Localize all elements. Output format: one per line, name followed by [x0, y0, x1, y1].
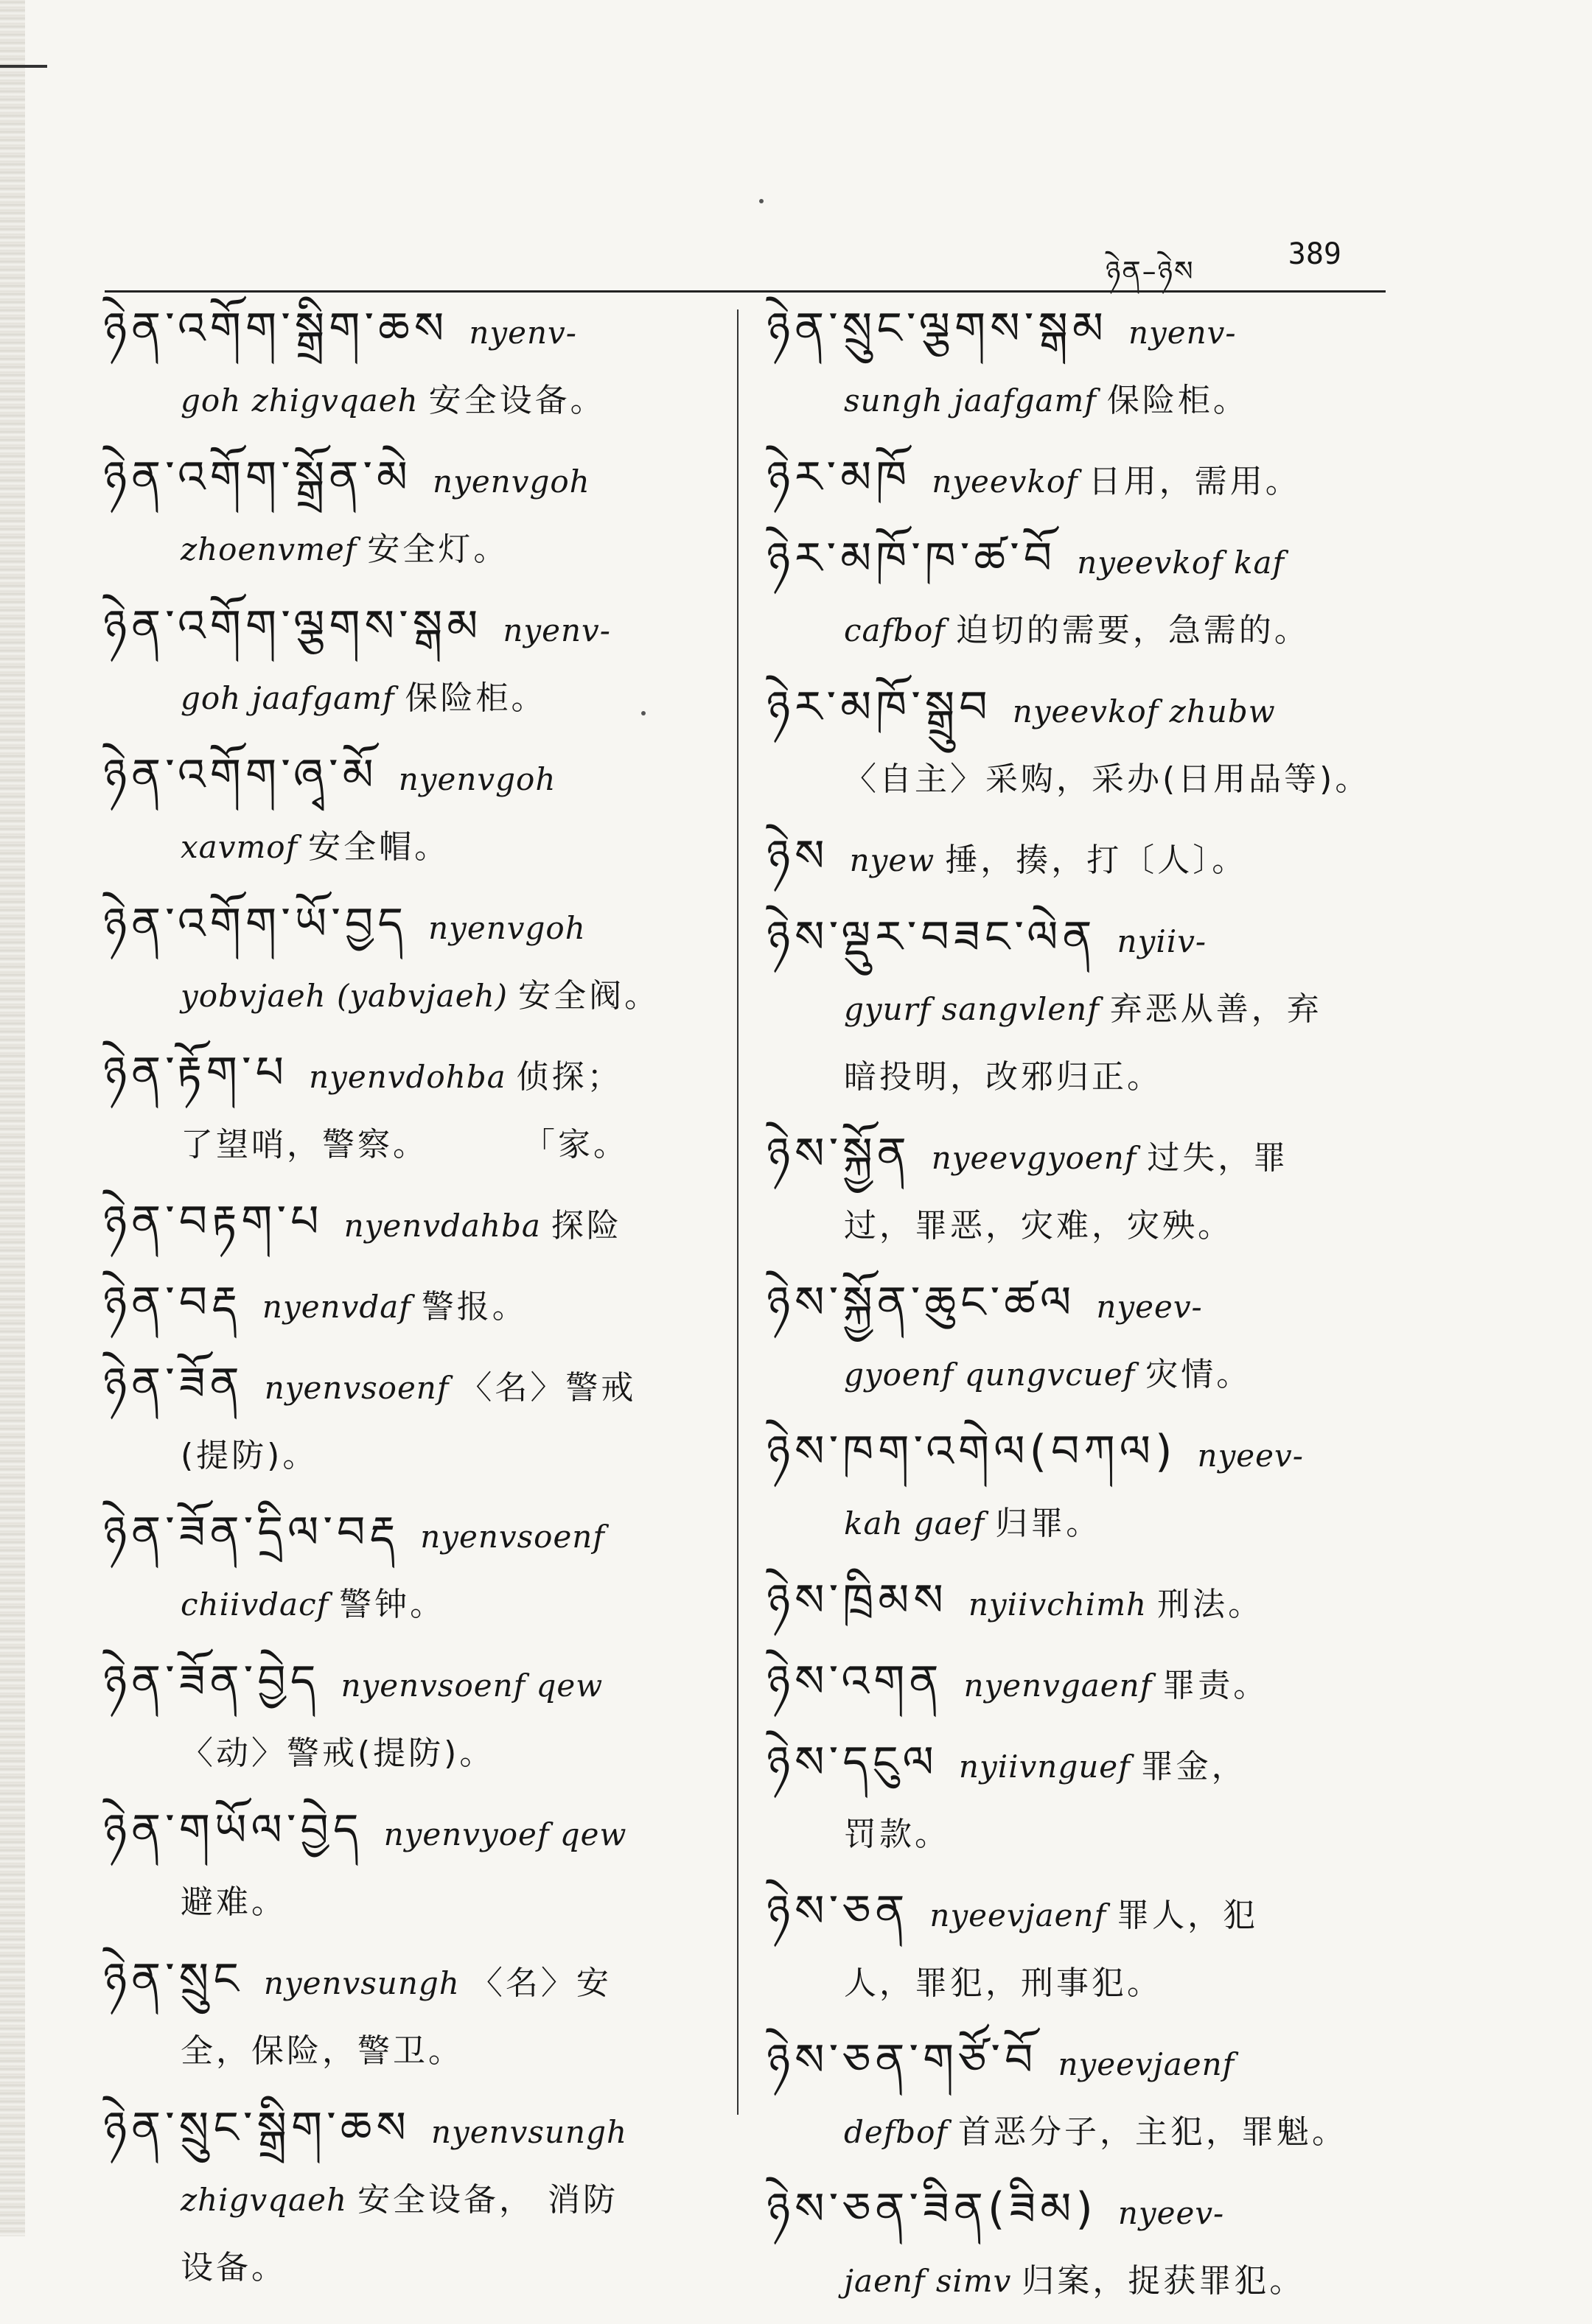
romanization-cont: cafbof: [844, 612, 946, 648]
headword: ཉེས་ཅན་གཙོ་བོ: [767, 2034, 1038, 2086]
dictionary-entry: [767, 1877, 1393, 2017]
dictionary-entry: [103, 890, 715, 1030]
headword: ཉེན་རྟོག་པ: [103, 1047, 289, 1099]
romanization: nyenvgoh: [398, 761, 556, 797]
definition: 安全设备。: [428, 382, 606, 419]
definition: 迫切的需要，急需的。: [955, 612, 1310, 649]
definition-cont: 过，罪恶，灾难，灾殃。: [844, 1207, 1233, 1245]
romanization-cont: zhigvqaeh: [181, 2182, 348, 2218]
headword: ཉེར་མཁོ: [767, 452, 912, 503]
romanization: nyenvdahba: [343, 1208, 541, 1244]
dictionary-entry: [767, 444, 1393, 516]
romanization-cont: sungh jaafgamf: [844, 382, 1097, 419]
definition: 日用，需用。: [1088, 463, 1301, 500]
print-speck: [641, 711, 646, 715]
definition-tail: 暗投明，改邪归正。: [844, 1058, 1162, 1096]
romanization: nyeev-: [1197, 1438, 1304, 1474]
definition-cont: 了望哨，警察。: [181, 1126, 428, 1163]
headword: ཉེན་འགོག་སྒྲིག་ཆས: [103, 303, 449, 354]
romanization: nyeev-: [1096, 1289, 1203, 1325]
dictionary-entry: [103, 1269, 715, 1341]
headword: ཉེས་ཁག་འགེལ(བཀལ): [767, 1426, 1177, 1477]
definition: 安全灯。: [367, 531, 509, 568]
running-head: ཉེན–ཉེས: [1106, 255, 1195, 287]
definition-cont: 避难。: [181, 1883, 287, 1921]
dictionary-entry: [767, 1269, 1393, 1409]
definition: 罪金，: [1140, 1748, 1247, 1785]
dictionary-entry: [767, 1567, 1393, 1639]
definition: 保险柜。: [1106, 382, 1249, 419]
definition: 捶，揍，打〔人〕。: [945, 841, 1248, 879]
romanization: nyenvsungh: [263, 1965, 460, 2001]
headword: ཉེས་སྐྱོན: [767, 1128, 911, 1180]
definition: 安全设备， 消防: [357, 2181, 619, 2219]
dictionary-entry: [767, 2026, 1393, 2166]
romanization: nyenvyoef qew: [383, 1816, 627, 1852]
dictionary-entry: [103, 1945, 715, 2085]
headword: ཉེན་ཟོན་བྱེད: [103, 1656, 321, 1707]
definition: 警钟。: [339, 1586, 446, 1623]
dictionary-entry: [767, 525, 1393, 665]
romanization-cont: gyurf sangvlenf: [844, 991, 1100, 1027]
definition-cont: (提防)。: [181, 1437, 318, 1474]
headword: ཉེན་བརྡ: [103, 1277, 242, 1329]
dictionary-entry: [767, 822, 1393, 895]
header-rule: [105, 290, 1386, 293]
headword: ཉེར་མཁོ་ཁ་ཚ་བོ: [767, 533, 1057, 584]
headword: ཉེན་ཟོན་དྲིལ་བརྡ: [103, 1507, 400, 1558]
romanization: nyenvdohba: [309, 1059, 506, 1095]
romanization-cont: jaenf simv: [844, 2263, 1012, 2299]
headword: ཉེན་སྲུང་སྒྲིག་ཆས: [103, 2102, 411, 2154]
print-speck: [759, 199, 764, 203]
romanization-cont: xavmof: [181, 829, 298, 865]
headword: ཉེས་དངུལ: [767, 1737, 938, 1788]
romanization: nyenvdaf: [262, 1289, 411, 1325]
dictionary-entry: [103, 1350, 715, 1490]
dictionary-entry: [103, 1188, 715, 1260]
dictionary-entry: [103, 592, 715, 732]
definition-tail: 「家。: [539, 1126, 629, 1163]
headword: ཉེས་ཁྲིམས: [767, 1575, 948, 1626]
romanization-cont: goh zhigvqaeh: [181, 382, 419, 419]
definition: 警报。: [421, 1288, 528, 1326]
headword: ཉེར་མཁོ་སྒྲུབ: [767, 682, 992, 733]
headword: ཉེན་འགོག་སྒྲོན་མེ: [103, 452, 413, 503]
romanization: nyenvsungh: [431, 2114, 627, 2150]
romanization: nyeevkof zhubw: [1012, 693, 1276, 729]
romanization: nyenvgaenf: [963, 1667, 1153, 1704]
headword: ཉེས་ཅན་ཟིན(ཟིམ): [767, 2183, 1097, 2235]
right-column: [767, 295, 1393, 2324]
headword: ཉེན་འགོག་ལྕགས་སྒམ: [103, 601, 483, 652]
dictionary-entry: [767, 2175, 1393, 2315]
romanization: nyeev-: [1117, 2195, 1225, 2231]
romanization: nyenvgoh: [428, 910, 586, 946]
definition: 保险柜。: [405, 679, 547, 717]
definition-cont: 全，保险，警卫。: [181, 2032, 464, 2070]
headword: ཉེན་ཟོན: [103, 1358, 244, 1410]
romanization: nyenv-: [469, 315, 577, 351]
dictionary-entry: [767, 1418, 1393, 1558]
romanization-cont: chiivdacf: [181, 1586, 329, 1623]
dictionary-entry: [103, 444, 715, 584]
definition-cont: 罚款。: [844, 1816, 950, 1853]
headword: ཉེས་འགན: [767, 1656, 943, 1707]
headword: ཉེས་སྐྱོན་ཆུང་ཚལ: [767, 1277, 1076, 1329]
romanization: nyenvsoenf: [420, 1519, 605, 1555]
dictionary-entry: [103, 1039, 715, 1179]
definition: 过失，罪: [1147, 1139, 1289, 1177]
headword: ཉེན་གཡོལ་བྱེད: [103, 1805, 363, 1856]
romanization-cont: goh jaafgamf: [181, 680, 395, 716]
left-column: [103, 295, 715, 2311]
romanization-cont: gyoenf qungvcuef: [844, 1357, 1136, 1393]
definition-tail: 设备。: [181, 2249, 287, 2286]
headword: ཉེན་འགོག་ཞྭ་མོ: [103, 749, 378, 801]
definition: 刑法。: [1157, 1586, 1264, 1623]
column-divider: [737, 309, 739, 2115]
headword: ཉེས་ལྡུར་བཟང་ལེན: [767, 911, 1097, 963]
romanization-cont: defbof: [844, 2114, 949, 2150]
dictionary-entry: [767, 1648, 1393, 1720]
definition: 侦探；: [516, 1058, 623, 1096]
headword: ཉེས: [767, 830, 829, 882]
definition: 安全阀。: [518, 977, 660, 1015]
headword: ཉེན་བརྟག་པ: [103, 1196, 324, 1247]
definition: 罪责。: [1162, 1667, 1269, 1704]
romanization: nyiiv-: [1117, 923, 1207, 959]
romanization: nyeevjaenf: [1058, 2046, 1235, 2082]
definition-cont: 〈自主〉采购，采办(日用品等)。: [844, 760, 1371, 798]
definition: 首恶分子，主犯，罪魁。: [958, 2113, 1348, 2151]
dictionary-entry: [103, 2094, 715, 2302]
definition: 归罪。: [995, 1505, 1102, 1542]
romanization-cont: yobvjaeh (yabvjaeh): [181, 978, 509, 1014]
romanization: nyenvsoenf qew: [341, 1667, 604, 1704]
romanization: nyeevkof kaf: [1077, 545, 1285, 581]
romanization: nyew: [849, 842, 935, 878]
definition-cont: 人，罪犯，刑事犯。: [844, 1964, 1162, 2002]
romanization: nyiivnguef: [958, 1749, 1131, 1785]
dictionary-entry: [767, 903, 1393, 1111]
romanization: nyeevjaenf: [929, 1897, 1107, 1933]
dictionary-entry: [103, 1796, 715, 1936]
romanization-cont: zhoenvmef: [181, 531, 357, 567]
definition: 探险: [551, 1207, 622, 1245]
definition: 〈名〉警戒: [459, 1369, 637, 1407]
romanization: nyiivchimh: [968, 1586, 1148, 1623]
definition: 罪人，犯: [1117, 1897, 1259, 1934]
dictionary-entry: [767, 673, 1393, 813]
dictionary-entry: [103, 1499, 715, 1639]
margin-mark: [0, 65, 47, 68]
dictionary-entry: [767, 1120, 1393, 1260]
romanization: nyenv-: [503, 612, 611, 648]
headword: ཉེན་འགོག་ཡོ་བྱད: [103, 898, 408, 950]
romanization: nyenvgoh: [433, 463, 590, 500]
dictionary-entry: [767, 295, 1393, 435]
definition: 归案，捉获罪犯。: [1022, 2262, 1305, 2300]
dictionary-entry: [103, 741, 715, 881]
page-number: 389: [1288, 237, 1341, 271]
definition: 〈名〉安: [469, 1964, 612, 2002]
page-edge-shadow: [0, 0, 25, 2236]
romanization: nyenvsoenf: [264, 1370, 450, 1406]
headword: ཉེས་ཅན: [767, 1886, 910, 1937]
dictionary-entry: [103, 295, 715, 435]
romanization-cont: kah gaef: [844, 1505, 985, 1541]
romanization: nyeevgyoenf: [931, 1140, 1137, 1176]
headword: ཉེན་སྲུང: [103, 1953, 243, 2005]
dictionary-entry: [103, 1648, 715, 1788]
dictionary-entry: [767, 1729, 1393, 1869]
headword: ཉེན་སྲུང་ལྕགས་སྒམ: [767, 303, 1108, 354]
romanization: nyeevkof: [932, 463, 1078, 500]
definition-cont: 〈动〉警戒(提防)。: [181, 1735, 495, 1772]
romanization: nyenv-: [1128, 315, 1237, 351]
definition: 弃恶从善，弃: [1109, 990, 1322, 1028]
page-header: [1106, 234, 1371, 287]
definition: 安全帽。: [308, 828, 450, 866]
definition: 灾情。: [1145, 1356, 1252, 1393]
